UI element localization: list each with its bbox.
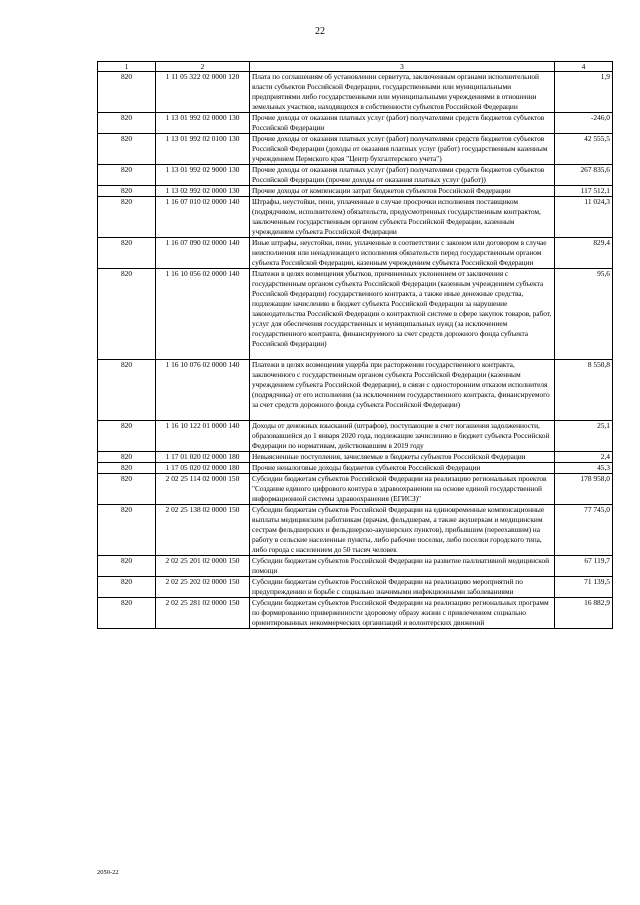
row-amount: 829,4 [555,238,613,269]
column-header: 1 [98,62,156,72]
row-name: Субсидии бюджетам субъектов Российской Федерации на реализацию региональных проектов "Создание единого цифрового контура в здравоохранении на основе единой государственной информационной системы здравоохранения (ЕГИСЗ)" [250,474,555,505]
table-row [98,421,613,452]
table-row [98,238,613,269]
table-row [98,72,613,113]
row-budget-code: 2 02 25 201 02 0000 150 [156,556,250,577]
table-row [98,556,613,577]
row-amount: 1,9 [555,72,613,113]
table-row [98,113,613,134]
row-budget-code: 2 02 25 281 02 0000 150 [156,598,250,629]
row-admin-code: 820 [98,577,156,598]
column-header: 4 [555,62,613,72]
row-admin-code: 820 [98,598,156,629]
row-amount: 42 555,5 [555,134,613,165]
row-name: Платежи в целях возмещения убытков, причиненных уклонением от заключения с государственным органом субъекта Российской Федерации (казенным учреждением субъекта Российской Федерации) государственного контракта, а также иные денежные средства, подлежащие зачислению в бюджет субъекта Российской Федерации за нарушение законодательства Российской Федерации о контрактной системе в сфере закупок товаров, работ, услуг для обеспечения государственных и муниципальных нужд (за исключением государственного контракта, финансируемого за счет средств дорожного фонда субъекта Российской Федерации) [250,269,555,360]
table-row [98,186,613,197]
row-budget-code: 1 13 01 992 02 0100 130 [156,134,250,165]
column-header: 2 [156,62,250,72]
row-amount: 77 745,0 [555,505,613,556]
table-row [98,598,613,629]
row-name: Прочие доходы от оказания платных услуг (работ) получателями средств бюджетов субъектов Российской Федерации [250,113,555,134]
row-budget-code: 1 11 05 322 02 0000 120 [156,72,250,113]
row-budget-code: 1 16 10 076 02 0000 140 [156,360,250,421]
table-header-row [98,62,613,72]
document-code: 2050-22 [97,869,119,876]
table-row [98,505,613,556]
row-amount: 8 550,8 [555,360,613,421]
row-admin-code: 820 [98,197,156,238]
row-admin-code: 820 [98,360,156,421]
row-budget-code: 2 02 25 202 02 0000 150 [156,577,250,598]
row-admin-code: 820 [98,72,156,113]
row-name: Платежи в целях возмещения ущерба при расторжении государственного контракта, заключенного с государственным органом субъекта Российской Федерации (казенным учреждением субъекта Российской Федерации), в связи с односторонним отказом исполнителя (подрядчика) от его исполнения (за исключением государственного контракта, финансируемого за счет средств дорожного фонда субъекта Российской Федерации) [250,360,555,421]
row-admin-code: 820 [98,269,156,360]
row-name: Прочие доходы от компенсации затрат бюджетов субъектов Российской Федерации [250,186,555,197]
table-row [98,165,613,186]
row-budget-code: 1 16 07 090 02 0000 140 [156,238,250,269]
row-admin-code: 820 [98,463,156,474]
row-budget-code: 1 13 01 992 02 0000 130 [156,113,250,134]
row-admin-code: 820 [98,421,156,452]
row-budget-code: 1 16 10 056 02 0000 140 [156,269,250,360]
table-row [98,474,613,505]
row-amount: 16 882,9 [555,598,613,629]
row-admin-code: 820 [98,452,156,463]
row-amount: 117 512,1 [555,186,613,197]
row-name: Штрафы, неустойки, пени, уплаченные в случае просрочки исполнения поставщиком (подрядчиком, исполнителем) обязательств, предусмотренных государственным контрактом, заключенным государственным органом субъекта Российской Федерации, казенным учреждением субъекта Российской Федерации [250,197,555,238]
row-admin-code: 820 [98,113,156,134]
row-name: Прочие доходы от оказания платных услуг (работ) получателями средств бюджетов субъектов Российской Федерации (прочие доходы от оказания платных услуг (работ)) [250,165,555,186]
row-budget-code: 1 13 02 992 02 0000 130 [156,186,250,197]
row-amount: 71 139,5 [555,577,613,598]
table-row [98,134,613,165]
row-amount: 11 024,3 [555,197,613,238]
row-budget-code: 2 02 25 138 02 0000 150 [156,505,250,556]
row-name: Прочие неналоговые доходы бюджетов субъектов Российской Федерации [250,463,555,474]
row-budget-code: 1 13 01 992 02 9000 130 [156,165,250,186]
row-name: Субсидии бюджетам субъектов Российской Федерации на реализацию региональных программ по формированию приверженности здоровому образу жизни с привлечением социально ориентированных некоммерческих организаций и волонтерских движений [250,598,555,629]
revenue-table [97,61,613,629]
row-name: Прочие доходы от оказания платных услуг (работ) получателями средств бюджетов субъектов Российской Федерации (доходы от оказания платных услуг (работ) государственным казенным учреждением Пермского края "Центр бухгалтерского учета") [250,134,555,165]
row-admin-code: 820 [98,474,156,505]
table-row [98,577,613,598]
row-name: Субсидии бюджетам субъектов Российской Федерации на реализацию мероприятий по предупреждению и борьбе с социально значимыми инфекционными заболеваниями [250,577,555,598]
row-admin-code: 820 [98,186,156,197]
row-admin-code: 820 [98,165,156,186]
row-name: Доходы от денежных взысканий (штрафов), поступающие в счет погашения задолженности, образовавшейся до 1 января 2020 года, подлежащие зачислению в бюджет субъекта Российской Федерации по нормативам, действовавшим в 2019 году [250,421,555,452]
table-row [98,197,613,238]
row-amount: -246,0 [555,113,613,134]
table-row [98,360,613,421]
row-budget-code: 2 02 25 114 02 0000 150 [156,474,250,505]
row-admin-code: 820 [98,556,156,577]
row-amount: 25,1 [555,421,613,452]
row-amount: 67 119,7 [555,556,613,577]
page-number: 22 [315,26,325,37]
table-row [98,269,613,360]
row-budget-code: 1 17 01 020 02 0000 180 [156,452,250,463]
row-name: Плата по соглашениям об установлении сервитута, заключенным органами исполнительной власти субъектов Российской Федерации, государственными или муниципальными предприятиями либо государственными или муниципальными учреждениями в отношении земельных участков, находящихся в собственности субъектов Российской Федерации [250,72,555,113]
row-admin-code: 820 [98,238,156,269]
table-row [98,463,613,474]
row-amount: 95,6 [555,269,613,360]
row-admin-code: 820 [98,134,156,165]
column-header: 3 [250,62,555,72]
table-row [98,452,613,463]
row-amount: 45,3 [555,463,613,474]
row-admin-code: 820 [98,505,156,556]
row-amount: 2,4 [555,452,613,463]
row-name: Невыясненные поступления, зачисляемые в бюджеты субъектов Российской Федерации [250,452,555,463]
row-budget-code: 1 17 05 020 02 0000 180 [156,463,250,474]
row-name: Субсидии бюджетам субъектов Российской Федерации на развитие паллиативной медицинской помощи [250,556,555,577]
row-budget-code: 1 16 10 122 01 0000 140 [156,421,250,452]
row-name: Иные штрафы, неустойки, пени, уплаченные в соответствии с законом или договором в случае неисполнения или ненадлежащего исполнения обязательств перед государственным органом субъекта Российской Федерации, казенным учреждением субъекта Российской Федерации [250,238,555,269]
row-amount: 267 835,6 [555,165,613,186]
row-name: Субсидии бюджетам субъектов Российской Федерации на единовременные компенсационные выплаты медицинским работникам (врачам, фельдшерам, а также акушеркам и медицинским сестрам фельдшерских и фельдшерско-акушерских пунктов), прибывшим (переехавшим) на работу в сельские населенные пункты, либо рабочие поселки, либо поселки городского типа, либо города с населением до 50 тысяч человек [250,505,555,556]
row-amount: 178 958,0 [555,474,613,505]
row-budget-code: 1 16 07 010 02 0000 140 [156,197,250,238]
